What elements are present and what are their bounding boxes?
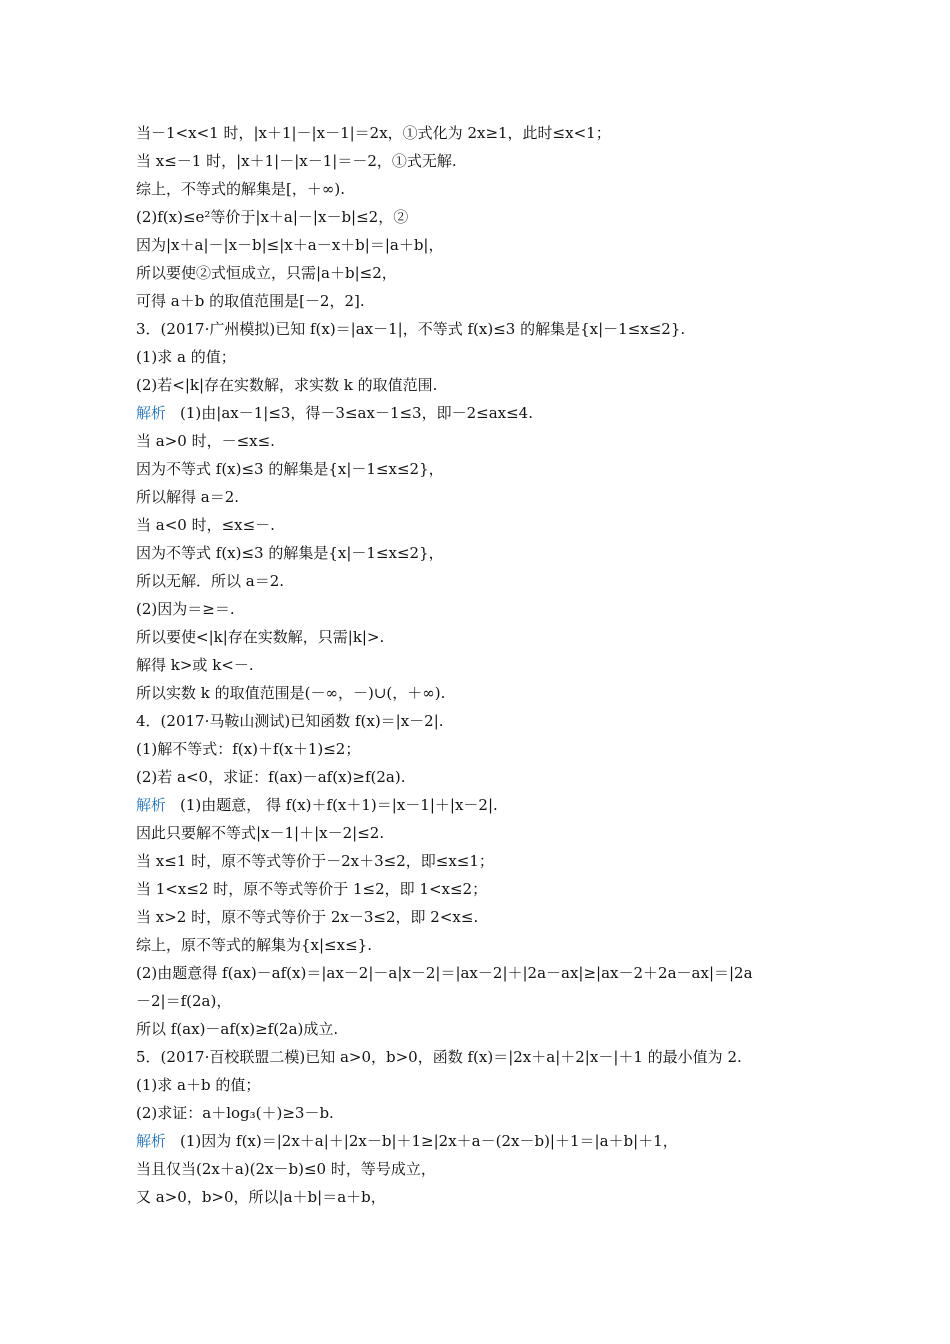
text-line xyxy=(136,1071,836,1099)
line-text: 解得 k>或 k<－. xyxy=(136,656,254,674)
text-line xyxy=(136,763,836,791)
analysis-tag: 解析 xyxy=(136,404,167,422)
line-text: (1)因为 f(x)＝|2x＋a|＋|2x－b|＋1≥|2x＋a－(2x－b)|＋1＝|a＋b|＋1， xyxy=(180,1132,678,1150)
line-text: 因此只要解不等式|x－1|＋|x－2|≤2. xyxy=(136,824,385,842)
text-line xyxy=(136,1099,836,1127)
text-line xyxy=(136,343,836,371)
text-line xyxy=(136,119,836,147)
text-line xyxy=(136,371,836,399)
text-line xyxy=(136,1015,836,1043)
text-line xyxy=(136,483,836,511)
line-text: 因为不等式 f(x)≤3 的解集是{x|－1≤x≤2}， xyxy=(136,544,444,562)
text-line xyxy=(136,287,836,315)
line-text: 当 x>2 时，原不等式等价于 2x－3≤2，即 2<x≤. xyxy=(136,908,479,926)
text-line xyxy=(136,511,836,539)
text-line xyxy=(136,147,836,175)
line-text: (1)求 a＋b 的值； xyxy=(136,1076,261,1094)
text-line xyxy=(136,1183,836,1211)
text-line xyxy=(136,819,836,847)
text-line xyxy=(136,175,836,203)
text-line xyxy=(136,1127,836,1155)
line-text: (2)f(x)≤e²等价于|x＋a|－|x－b|≤2，② xyxy=(136,208,409,226)
text-line xyxy=(136,679,836,707)
text-line xyxy=(136,875,836,903)
text-line xyxy=(136,595,836,623)
line-text: 当且仅当(2x＋a)(2x－b)≤0 时，等号成立， xyxy=(136,1160,436,1178)
line-text: 综上，不等式的解集是[，＋∞). xyxy=(136,180,345,198)
text-line xyxy=(136,399,836,427)
line-text: (1)求 a 的值； xyxy=(136,348,236,366)
line-text: －2|＝f(2a)， xyxy=(136,992,232,1010)
document-body xyxy=(136,119,836,1211)
analysis-tag: 解析 xyxy=(136,796,167,814)
line-text: (2)若<|k|存在实数解，求实数 k 的取值范围. xyxy=(136,376,438,394)
line-text: 所以无解．所以 a＝2. xyxy=(136,572,285,590)
text-line xyxy=(136,231,836,259)
text-line xyxy=(136,1043,836,1071)
line-text: 当 1<x≤2 时，原不等式等价于 1≤2，即 1<x≤2； xyxy=(136,880,488,898)
line-text: 4．(2017·马鞍山测试)已知函数 f(x)＝|x－2|. xyxy=(136,712,444,730)
text-line xyxy=(136,791,836,819)
text-line xyxy=(136,959,836,987)
line-text: (2)求证：a＋log₃(＋)≥3－b. xyxy=(136,1104,334,1122)
line-text: (1)由|ax－1|≤3，得－3≤ax－1≤3，即－2≤ax≤4. xyxy=(180,404,533,422)
line-text: 所以要使②式恒成立，只需|a＋b|≤2， xyxy=(136,264,397,282)
line-text: (2)若 a<0，求证：f(ax)－af(x)≥f(2a). xyxy=(136,768,406,786)
text-line xyxy=(136,427,836,455)
text-line xyxy=(136,707,836,735)
text-line xyxy=(136,455,836,483)
line-text: 又 a>0，b>0，所以|a＋b|＝a＋b， xyxy=(136,1188,386,1206)
line-text: (2)由题意得 f(ax)－af(x)＝|ax－2|－a|x－2|＝|ax－2|＋|2a－ax|≥|ax－2＋2a－ax|＝|2a xyxy=(136,964,753,982)
text-line xyxy=(136,651,836,679)
line-text: 所以 f(ax)－af(x)≥f(2a)成立. xyxy=(136,1020,339,1038)
line-text: 所以要使<|k|存在实数解，只需|k|>. xyxy=(136,628,385,646)
text-line xyxy=(136,623,836,651)
line-text: 因为不等式 f(x)≤3 的解集是{x|－1≤x≤2}， xyxy=(136,460,444,478)
text-line xyxy=(136,259,836,287)
line-text: 可得 a＋b 的取值范围是[－2，2]. xyxy=(136,292,365,310)
text-line xyxy=(136,1155,836,1183)
line-text: 当 x≤－1 时，|x＋1|－|x－1|＝－2，①式无解. xyxy=(136,152,457,170)
text-line xyxy=(136,203,836,231)
line-text: (1)解不等式：f(x)＋f(x＋1)≤2； xyxy=(136,740,361,758)
line-text: 当 a>0 时，－≤x≤. xyxy=(136,432,275,450)
line-text: 因为|x＋a|－|x－b|≤|x＋a－x＋b|＝|a＋b|， xyxy=(136,236,444,254)
line-text: 3．(2017·广州模拟)已知 f(x)＝|ax－1|，不等式 f(x)≤3 的解集是{x|－1≤x≤2}. xyxy=(136,320,686,338)
text-line xyxy=(136,987,836,1015)
line-text: 当 a<0 时，≤x≤－. xyxy=(136,516,275,534)
line-text: (1)由题意， 得 f(x)＋f(x＋1)＝|x－1|＋|x－2|. xyxy=(180,796,498,814)
line-text: (2)因为＝≥＝. xyxy=(136,600,235,618)
text-line xyxy=(136,847,836,875)
text-line xyxy=(136,539,836,567)
text-line xyxy=(136,931,836,959)
text-line xyxy=(136,735,836,763)
line-text: 当 x≤1 时，原不等式等价于－2x＋3≤2，即≤x≤1； xyxy=(136,852,494,870)
text-line xyxy=(136,315,836,343)
line-text: 5．(2017·百校联盟二模)已知 a>0，b>0，函数 f(x)＝|2x＋a|＋2|x－|＋1 的最小值为 2. xyxy=(136,1048,742,1066)
line-text: 所以实数 k 的取值范围是(－∞，－)∪(，＋∞). xyxy=(136,684,446,702)
line-text: 当－1<x<1 时，|x＋1|－|x－1|＝2x，①式化为 2x≥1，此时≤x<1； xyxy=(136,124,611,142)
line-text: 综上，原不等式的解集为{x|≤x≤}. xyxy=(136,936,372,954)
line-text: 所以解得 a＝2. xyxy=(136,488,240,506)
analysis-tag: 解析 xyxy=(136,1132,167,1150)
text-line xyxy=(136,567,836,595)
text-line xyxy=(136,903,836,931)
